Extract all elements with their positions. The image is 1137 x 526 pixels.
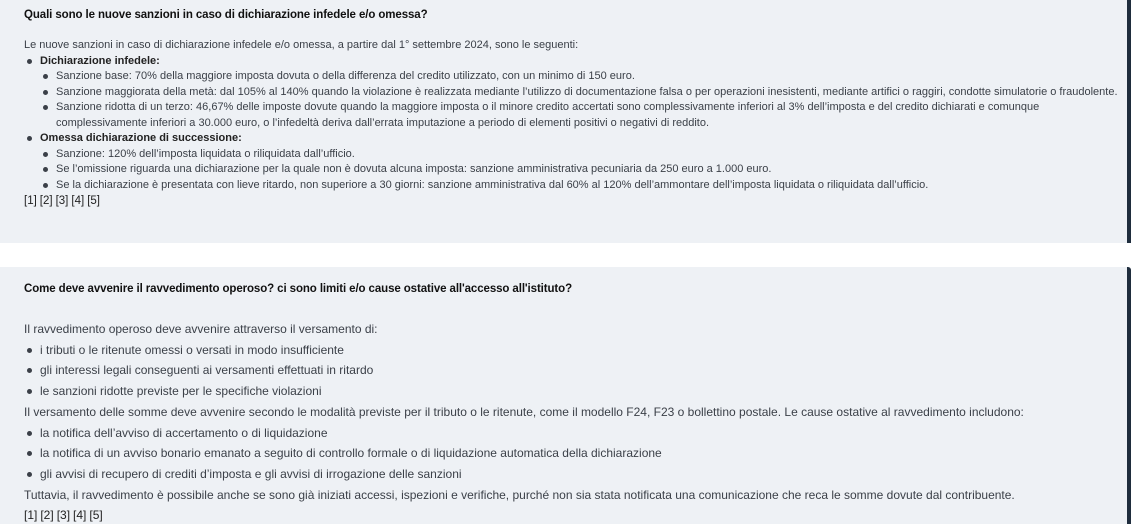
group-items — [24, 69, 1119, 131]
bullet-icon — [27, 136, 32, 141]
answer-outro: Tuttavia, il ravvedimento è possibile anche se sono già iniziati accessi, ispezioni e verifiche, purché non sia stata notificata una comunicazione che reca le somme dovute dal contribuente. — [24, 487, 1015, 502]
reference-link-5[interactable]: [5] — [89, 508, 103, 523]
group-title: Dichiarazione infedele: — [40, 54, 160, 67]
answer-intro: Il ravvedimento operoso deve avvenire attraverso il versamento di: — [24, 322, 378, 336]
faq-question: Quali sono le nuove sanzioni in caso di dichiarazione infedele e/o omessa? — [24, 9, 428, 21]
list-item: Sanzione base: 70% della maggiore imposta dovuta o della differenza del credito utilizzato, con un minimo di 150 euro. — [24, 69, 1119, 85]
group-items — [24, 147, 1119, 194]
reference-link-1[interactable]: [1] — [24, 195, 37, 207]
bullet-icon — [27, 451, 32, 456]
obstacles-list — [24, 423, 1119, 485]
list-item: Se la dichiarazione è presentata con lieve ritardo, non superiore a 30 giorni: sanzione amministrativa dal 60% al 120% dell’ammontare dell’imposta liquidata o riliquidata dall’ufficio. — [24, 178, 1119, 194]
group-title: Omessa dichiarazione di successione: — [40, 132, 242, 144]
reference-link-2[interactable]: [2] — [40, 508, 54, 523]
reference-links — [24, 194, 1119, 210]
list-item: gli interessi legali conseguenti ai versamenti effettuati in ritardo — [24, 360, 1119, 381]
list-item: la notifica dell’avviso di accertamento o di liquidazione — [24, 423, 1119, 444]
answer-middle: Il versamento delle somme deve avvenire secondo le modalità previste per il tributo o le ritenute, come il modello F24, F23 o bollettino postale. Le cause ostative al ravvedimento includono: — [24, 404, 1024, 419]
list-item: gli avvisi di recupero di crediti d’imposta e gli avvisi di irrogazione delle sanzioni — [24, 464, 1119, 485]
list-item: la notifica di un avviso bonario emanato a seguito di controllo formale o di liquidazione automatica della dichiarazione — [24, 443, 1119, 464]
payment-items-list — [24, 340, 1119, 402]
reference-link-4[interactable]: [4] — [71, 195, 85, 207]
group-dichiarazione-infedele — [24, 54, 1119, 132]
bullet-icon — [43, 152, 48, 157]
bullet-icon — [43, 183, 48, 188]
sanction-groups — [24, 54, 1119, 194]
reference-link-1[interactable]: [1] — [24, 508, 38, 523]
faq-card-sanzioni — [0, 0, 1131, 243]
faq-answer — [24, 38, 1119, 210]
reference-link-5[interactable]: [5] — [87, 195, 100, 207]
list-item: Se l’omissione riguarda una dichiarazione per la quale non è dovuta alcuna imposta: sanzione amministrativa pecuniaria da 250 euro a 1.000 euro. — [24, 162, 1119, 178]
bullet-icon — [27, 348, 32, 353]
bullet-icon — [43, 74, 48, 79]
bullet-icon — [27, 368, 32, 373]
reference-link-3[interactable]: [3] — [55, 195, 69, 207]
bullet-icon — [27, 431, 32, 436]
reference-link-2[interactable]: [2] — [39, 195, 53, 207]
bullet-icon — [43, 105, 48, 110]
faq-answer — [24, 319, 1119, 526]
bullet-icon — [43, 167, 48, 172]
reference-link-3[interactable]: [3] — [56, 508, 71, 523]
faq-question: Come deve avvenire il ravvedimento operoso? ci sono limiti e/o cause ostative all'accesso all'istituto? — [24, 283, 573, 295]
list-item: Sanzione: 120% dell’imposta liquidata o riliquidata dall’ufficio. — [24, 147, 1119, 163]
faq-card-ravvedimento — [0, 267, 1131, 524]
list-item: le sanzioni ridotte previste per le specifiche violazioni — [24, 381, 1119, 402]
reference-link-4[interactable]: [4] — [73, 508, 87, 523]
bullet-icon — [27, 389, 32, 394]
bullet-icon — [27, 472, 32, 477]
answer-intro: Le nuove sanzioni in caso di dichiarazione infedele e/o omessa, a partire dal 1° settembre 2024, sono le seguenti: — [24, 39, 579, 51]
list-item: i tributi o le ritenute omessi o versati in modo insufficiente — [24, 340, 1119, 361]
bullet-icon — [43, 90, 48, 95]
group-omessa-dichiarazione — [24, 131, 1119, 193]
list-item: Sanzione maggiorata della metà: dal 105% al 140% quando la violazione è realizzata mediante l’utilizzo di documentazione falsa o per operazioni inesistenti, mediante artifici o raggiri, condotte simulatorie o fraudolente. — [24, 85, 1119, 101]
bullet-icon — [27, 59, 32, 64]
list-item: Sanzione ridotta di un terzo: 46,67% delle imposte dovute quando la maggiore imposta o il minore credito accertati sono complessivamente inferiori al 3% dell’imposta e del credito dichiarati e comunque complessivamente inferiori a 30.000 euro, o l’infedeltà deriva dall’errata imputazione a periodo di elementi positivi o negativi di reddito. — [24, 100, 1119, 131]
reference-links — [24, 505, 1119, 526]
